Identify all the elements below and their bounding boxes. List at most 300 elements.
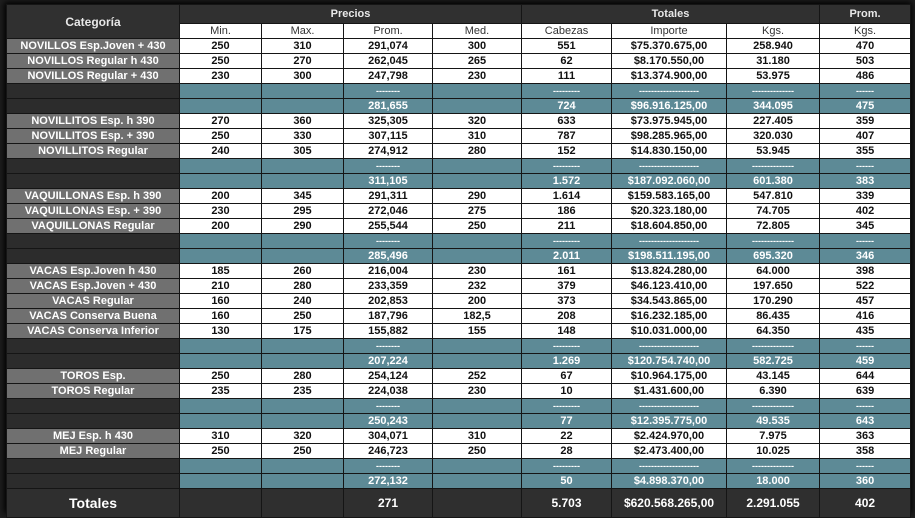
separator-cell-empty <box>433 84 522 99</box>
separator-cell-empty <box>180 339 262 354</box>
separator-dashes: ------ <box>820 159 911 174</box>
cell-prom: 224,038 <box>344 384 433 399</box>
separator-cell-empty <box>7 339 180 354</box>
cell-min: 160 <box>180 309 262 324</box>
separator-dashes: ------ <box>820 399 911 414</box>
separator-cell-empty <box>433 234 522 249</box>
group-summary-row <box>7 249 911 264</box>
separator-dashes: ------ <box>820 84 911 99</box>
cell-importe: $159.583.165,00 <box>612 189 727 204</box>
cell-prom-kgs: 639 <box>820 384 911 399</box>
separator-cell-empty <box>7 84 180 99</box>
cell-med: 230 <box>433 384 522 399</box>
cell-importe: $10.031.000,00 <box>612 324 727 339</box>
group-separator-row <box>7 159 911 174</box>
cell-prom: 254,124 <box>344 369 433 384</box>
cell-prom: 233,359 <box>344 279 433 294</box>
cell-cabezas: 551 <box>522 39 612 54</box>
cell-cabezas: 22 <box>522 429 612 444</box>
totals-row <box>7 489 911 518</box>
cell-max: 345 <box>262 189 344 204</box>
summary-cabezas: 1.269 <box>522 354 612 369</box>
totals-cell-empty <box>262 489 344 518</box>
cell-prom: 247,798 <box>344 69 433 84</box>
summary-cell-empty <box>7 474 180 489</box>
group-summary-row <box>7 414 911 429</box>
totals-importe: $620.568.265,00 <box>612 489 727 518</box>
cell-prom-kgs: 435 <box>820 324 911 339</box>
summary-cell-empty <box>180 414 262 429</box>
totals-label: Totales <box>7 489 180 518</box>
cell-kgs: 53.975 <box>727 69 820 84</box>
cell-category: VACAS Conserva Inferior <box>7 324 180 339</box>
summary-importe: $12.395.775,00 <box>612 414 727 429</box>
summary-prom-kgs: 459 <box>820 354 911 369</box>
cell-min: 250 <box>180 54 262 69</box>
separator-cell-empty <box>433 459 522 474</box>
cell-min: 185 <box>180 264 262 279</box>
summary-prom: 281,655 <box>344 99 433 114</box>
summary-cell-empty <box>262 99 344 114</box>
cell-min: 230 <box>180 204 262 219</box>
table-row <box>7 39 911 54</box>
cell-min: 130 <box>180 324 262 339</box>
cell-med: 265 <box>433 54 522 69</box>
separator-dashes: -------------------- <box>612 399 727 414</box>
totals-prom: 271 <box>344 489 433 518</box>
cell-prom-kgs: 339 <box>820 189 911 204</box>
separator-dashes: --------- <box>522 159 612 174</box>
table-row <box>7 444 911 459</box>
cell-category: MEJ Esp. h 430 <box>7 429 180 444</box>
separator-dashes: -------------------- <box>612 84 727 99</box>
summary-cell-empty <box>7 99 180 114</box>
summary-cabezas: 2.011 <box>522 249 612 264</box>
cell-prom-kgs: 457 <box>820 294 911 309</box>
separator-cell-empty <box>262 159 344 174</box>
cell-med: 232 <box>433 279 522 294</box>
summary-cell-empty <box>262 249 344 264</box>
cell-importe: $16.232.185,00 <box>612 309 727 324</box>
summary-cell-empty <box>262 474 344 489</box>
table-row <box>7 129 911 144</box>
group-summary-row <box>7 354 911 369</box>
cell-kgs: 31.180 <box>727 54 820 69</box>
summary-cell-empty <box>180 99 262 114</box>
cell-prom-kgs: 402 <box>820 204 911 219</box>
cell-kgs: 74.705 <box>727 204 820 219</box>
summary-cabezas: 724 <box>522 99 612 114</box>
subheader-med: Med. <box>433 24 522 39</box>
cell-med: 300 <box>433 39 522 54</box>
cell-min: 250 <box>180 444 262 459</box>
cell-cabezas: 111 <box>522 69 612 84</box>
table-row <box>7 324 911 339</box>
cell-med: 290 <box>433 189 522 204</box>
summary-prom: 250,243 <box>344 414 433 429</box>
summary-importe: $120.754.740,00 <box>612 354 727 369</box>
cell-kgs: 227.405 <box>727 114 820 129</box>
separator-cell-empty <box>180 459 262 474</box>
separator-dashes: -------- <box>344 399 433 414</box>
summary-prom-kgs: 383 <box>820 174 911 189</box>
separator-cell-empty <box>180 399 262 414</box>
separator-dashes: --------- <box>522 339 612 354</box>
cell-prom-kgs: 363 <box>820 429 911 444</box>
table-row <box>7 204 911 219</box>
cell-kgs: 64.350 <box>727 324 820 339</box>
cell-prom: 274,912 <box>344 144 433 159</box>
cell-prom-kgs: 470 <box>820 39 911 54</box>
cell-category: VACAS Conserva Buena <box>7 309 180 324</box>
table-row <box>7 279 911 294</box>
summary-cell-empty <box>180 249 262 264</box>
cell-med: 155 <box>433 324 522 339</box>
cell-cabezas: 1.614 <box>522 189 612 204</box>
cell-importe: $1.431.600,00 <box>612 384 727 399</box>
cell-med: 230 <box>433 264 522 279</box>
cell-min: 310 <box>180 429 262 444</box>
separator-cell-empty <box>7 234 180 249</box>
separator-dashes: --------- <box>522 459 612 474</box>
summary-prom: 285,496 <box>344 249 433 264</box>
table-row <box>7 429 911 444</box>
cell-importe: $98.285.965,00 <box>612 129 727 144</box>
summary-importe: $4.898.370,00 <box>612 474 727 489</box>
cell-min: 250 <box>180 369 262 384</box>
cell-kgs: 7.975 <box>727 429 820 444</box>
separator-dashes: -------- <box>344 459 433 474</box>
cell-category: TOROS Esp. <box>7 369 180 384</box>
separator-cell-empty <box>7 399 180 414</box>
totals-cabezas: 5.703 <box>522 489 612 518</box>
cell-category: NOVILLOS Regular h 430 <box>7 54 180 69</box>
cell-cabezas: 186 <box>522 204 612 219</box>
header-prom: Prom. <box>820 5 911 24</box>
cell-kgs: 86.435 <box>727 309 820 324</box>
cell-prom: 291,311 <box>344 189 433 204</box>
cell-kgs: 170.290 <box>727 294 820 309</box>
separator-cell-empty <box>262 234 344 249</box>
cell-max: 290 <box>262 219 344 234</box>
separator-cell-empty <box>180 159 262 174</box>
summary-cell-empty <box>7 414 180 429</box>
cell-importe: $13.824.280,00 <box>612 264 727 279</box>
summary-cell-empty <box>7 174 180 189</box>
group-separator-row <box>7 399 911 414</box>
cell-cabezas: 211 <box>522 219 612 234</box>
cell-cabezas: 148 <box>522 324 612 339</box>
separator-dashes: -------------- <box>727 234 820 249</box>
cell-cabezas: 10 <box>522 384 612 399</box>
cell-prom: 155,882 <box>344 324 433 339</box>
cell-med: 252 <box>433 369 522 384</box>
separator-dashes: -------------- <box>727 84 820 99</box>
cell-max: 250 <box>262 444 344 459</box>
cell-max: 295 <box>262 204 344 219</box>
cell-kgs: 197.650 <box>727 279 820 294</box>
header-precios: Precios <box>180 5 522 24</box>
separator-dashes: -------------- <box>727 459 820 474</box>
cell-importe: $8.170.550,00 <box>612 54 727 69</box>
summary-prom: 207,224 <box>344 354 433 369</box>
cell-importe: $2.424.970,00 <box>612 429 727 444</box>
separator-dashes: -------------- <box>727 339 820 354</box>
cell-max: 260 <box>262 264 344 279</box>
cell-prom: 304,071 <box>344 429 433 444</box>
separator-dashes: --------- <box>522 234 612 249</box>
cell-max: 270 <box>262 54 344 69</box>
cell-importe: $2.473.400,00 <box>612 444 727 459</box>
summary-kgs: 695.320 <box>727 249 820 264</box>
cell-prom-kgs: 644 <box>820 369 911 384</box>
separator-cell-empty <box>180 234 262 249</box>
summary-prom: 311,105 <box>344 174 433 189</box>
separator-dashes: -------- <box>344 339 433 354</box>
cell-med: 310 <box>433 129 522 144</box>
cell-med: 320 <box>433 114 522 129</box>
separator-cell-empty <box>180 84 262 99</box>
separator-dashes: --------- <box>522 399 612 414</box>
cell-prom: 246,723 <box>344 444 433 459</box>
cell-cabezas: 67 <box>522 369 612 384</box>
cell-med: 275 <box>433 204 522 219</box>
cell-cabezas: 152 <box>522 144 612 159</box>
cell-cabezas: 62 <box>522 54 612 69</box>
summary-cell-empty <box>262 414 344 429</box>
cell-min: 250 <box>180 129 262 144</box>
subheader-min: Min. <box>180 24 262 39</box>
table-row <box>7 369 911 384</box>
table-row <box>7 189 911 204</box>
cell-kgs: 72.805 <box>727 219 820 234</box>
group-summary-row <box>7 174 911 189</box>
summary-importe: $96.916.125,00 <box>612 99 727 114</box>
cell-max: 360 <box>262 114 344 129</box>
cell-min: 200 <box>180 189 262 204</box>
group-separator-row <box>7 84 911 99</box>
cell-category: VACAS Esp.Joven + 430 <box>7 279 180 294</box>
cell-prom-kgs: 358 <box>820 444 911 459</box>
cell-category: NOVILLITOS Regular <box>7 144 180 159</box>
cell-category: NOVILLITOS Esp. + 390 <box>7 129 180 144</box>
summary-cell-empty <box>433 354 522 369</box>
cell-prom: 216,004 <box>344 264 433 279</box>
table-row <box>7 219 911 234</box>
summary-cell-empty <box>7 354 180 369</box>
summary-importe: $198.511.195,00 <box>612 249 727 264</box>
prices-table <box>6 4 911 518</box>
cell-med: 200 <box>433 294 522 309</box>
cell-prom: 307,115 <box>344 129 433 144</box>
summary-cell-empty <box>7 249 180 264</box>
header-totales: Totales <box>522 5 820 24</box>
cell-cabezas: 161 <box>522 264 612 279</box>
summary-cell-empty <box>433 99 522 114</box>
separator-dashes: -------------------- <box>612 339 727 354</box>
cell-max: 250 <box>262 309 344 324</box>
table-row <box>7 114 911 129</box>
cell-prom-kgs: 486 <box>820 69 911 84</box>
cell-min: 160 <box>180 294 262 309</box>
cell-prom-kgs: 359 <box>820 114 911 129</box>
cell-min: 200 <box>180 219 262 234</box>
cell-cabezas: 379 <box>522 279 612 294</box>
cell-med: 250 <box>433 219 522 234</box>
separator-dashes: -------------------- <box>612 234 727 249</box>
cell-min: 210 <box>180 279 262 294</box>
cell-max: 310 <box>262 39 344 54</box>
summary-cell-empty <box>433 414 522 429</box>
cell-category: VAQUILLONAS Esp. h 390 <box>7 189 180 204</box>
separator-dashes: -------------- <box>727 399 820 414</box>
cell-prom-kgs: 407 <box>820 129 911 144</box>
subheader-kgs: Kgs. <box>727 24 820 39</box>
separator-cell-empty <box>262 459 344 474</box>
separator-cell-empty <box>433 339 522 354</box>
cell-min: 235 <box>180 384 262 399</box>
separator-cell-empty <box>262 399 344 414</box>
cell-importe: $75.370.675,00 <box>612 39 727 54</box>
separator-dashes: ------ <box>820 339 911 354</box>
cell-prom-kgs: 416 <box>820 309 911 324</box>
summary-cabezas: 77 <box>522 414 612 429</box>
cell-importe: $14.830.150,00 <box>612 144 727 159</box>
table-body <box>7 39 911 489</box>
totals-kgs: 2.291.055 <box>727 489 820 518</box>
table-row <box>7 69 911 84</box>
cell-kgs: 10.025 <box>727 444 820 459</box>
subheader-prom-kgs: Kgs. <box>820 24 911 39</box>
cell-category: NOVILLOS Esp.Joven + 430 <box>7 39 180 54</box>
cell-category: TOROS Regular <box>7 384 180 399</box>
subheader-importe: Importe <box>612 24 727 39</box>
cell-prom-kgs: 522 <box>820 279 911 294</box>
header-categoria: Categoría <box>7 5 180 39</box>
cell-prom: 291,074 <box>344 39 433 54</box>
table-row <box>7 384 911 399</box>
cell-max: 320 <box>262 429 344 444</box>
cell-cabezas: 787 <box>522 129 612 144</box>
separator-cell-empty <box>433 159 522 174</box>
table-row <box>7 294 911 309</box>
summary-cell-empty <box>433 474 522 489</box>
cell-min: 270 <box>180 114 262 129</box>
summary-prom-kgs: 346 <box>820 249 911 264</box>
cell-max: 240 <box>262 294 344 309</box>
cell-prom: 262,045 <box>344 54 433 69</box>
cell-kgs: 6.390 <box>727 384 820 399</box>
cell-prom-kgs: 398 <box>820 264 911 279</box>
cell-med: 182,5 <box>433 309 522 324</box>
cell-importe: $46.123.410,00 <box>612 279 727 294</box>
summary-kgs: 49.535 <box>727 414 820 429</box>
cell-med: 310 <box>433 429 522 444</box>
cell-importe: $34.543.865,00 <box>612 294 727 309</box>
summary-importe: $187.092.060,00 <box>612 174 727 189</box>
separator-cell-empty <box>7 459 180 474</box>
summary-cell-empty <box>262 174 344 189</box>
report-frame <box>6 4 910 511</box>
table-row <box>7 144 911 159</box>
cell-med: 230 <box>433 69 522 84</box>
group-separator-row <box>7 234 911 249</box>
cell-importe: $13.374.900,00 <box>612 69 727 84</box>
cell-min: 230 <box>180 69 262 84</box>
cell-importe: $18.604.850,00 <box>612 219 727 234</box>
separator-cell-empty <box>433 399 522 414</box>
summary-cell-empty <box>180 354 262 369</box>
cell-category: VAQUILLONAS Esp. + 390 <box>7 204 180 219</box>
group-separator-row <box>7 339 911 354</box>
cell-prom: 187,796 <box>344 309 433 324</box>
cell-max: 280 <box>262 279 344 294</box>
cell-prom-kgs: 345 <box>820 219 911 234</box>
summary-kgs: 601.380 <box>727 174 820 189</box>
cell-prom: 272,046 <box>344 204 433 219</box>
cell-category: VACAS Esp.Joven h 430 <box>7 264 180 279</box>
cell-category: VACAS Regular <box>7 294 180 309</box>
separator-dashes: ------ <box>820 234 911 249</box>
summary-cell-empty <box>180 174 262 189</box>
separator-cell-empty <box>7 159 180 174</box>
cell-med: 250 <box>433 444 522 459</box>
cell-prom: 325,305 <box>344 114 433 129</box>
separator-dashes: ------ <box>820 459 911 474</box>
cell-max: 175 <box>262 324 344 339</box>
cell-importe: $73.975.945,00 <box>612 114 727 129</box>
separator-dashes: --------- <box>522 84 612 99</box>
summary-cell-empty <box>433 249 522 264</box>
separator-dashes: -------- <box>344 234 433 249</box>
cell-prom-kgs: 355 <box>820 144 911 159</box>
separator-dashes: -------- <box>344 159 433 174</box>
subheader-max: Max. <box>262 24 344 39</box>
cell-min: 250 <box>180 39 262 54</box>
cell-category: NOVILLITOS Esp. h 390 <box>7 114 180 129</box>
cell-kgs: 53.945 <box>727 144 820 159</box>
cell-cabezas: 28 <box>522 444 612 459</box>
cell-cabezas: 373 <box>522 294 612 309</box>
totals-cell-empty <box>180 489 262 518</box>
table-row <box>7 309 911 324</box>
cell-min: 240 <box>180 144 262 159</box>
cell-max: 280 <box>262 369 344 384</box>
separator-dashes: -------- <box>344 84 433 99</box>
summary-prom: 272,132 <box>344 474 433 489</box>
summary-kgs: 344.095 <box>727 99 820 114</box>
summary-prom-kgs: 360 <box>820 474 911 489</box>
summary-kgs: 18.000 <box>727 474 820 489</box>
totals-cell-empty <box>433 489 522 518</box>
cell-max: 305 <box>262 144 344 159</box>
cell-med: 280 <box>433 144 522 159</box>
separator-dashes: -------------- <box>727 159 820 174</box>
cell-kgs: 43.145 <box>727 369 820 384</box>
cell-prom: 202,853 <box>344 294 433 309</box>
cell-kgs: 64.000 <box>727 264 820 279</box>
group-summary-row <box>7 99 911 114</box>
summary-cabezas: 50 <box>522 474 612 489</box>
summary-cabezas: 1.572 <box>522 174 612 189</box>
summary-cell-empty <box>433 174 522 189</box>
subheader-cabezas: Cabezas <box>522 24 612 39</box>
separator-cell-empty <box>262 339 344 354</box>
cell-category: VAQUILLONAS Regular <box>7 219 180 234</box>
summary-cell-empty <box>180 474 262 489</box>
cell-cabezas: 208 <box>522 309 612 324</box>
separator-cell-empty <box>262 84 344 99</box>
